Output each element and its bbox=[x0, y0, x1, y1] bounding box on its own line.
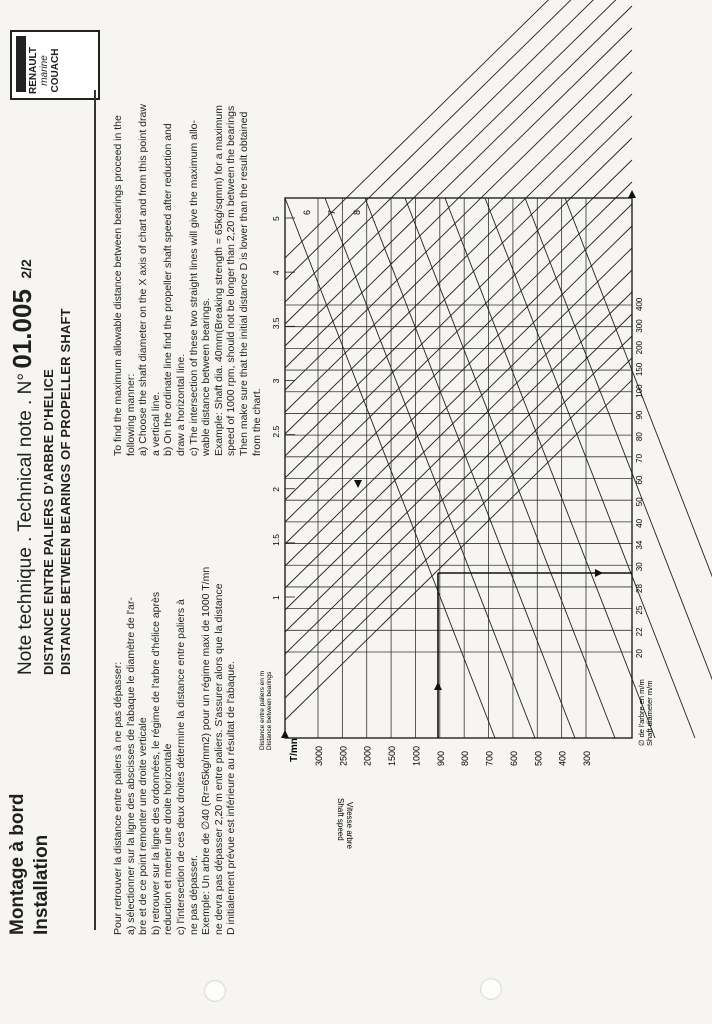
section-subtitle: Installation bbox=[31, 834, 52, 935]
chart-frame bbox=[285, 198, 632, 738]
diameter-tick-label: 20 bbox=[635, 649, 644, 658]
chart-diagonals bbox=[285, 0, 712, 738]
distance-curve bbox=[285, 380, 632, 720]
distance-curve bbox=[285, 314, 632, 654]
distance-curve bbox=[285, 0, 632, 280]
distance-tick-label: 3.5 bbox=[271, 317, 281, 330]
speed-unit-label: T/mn bbox=[289, 738, 300, 762]
distance-curve bbox=[285, 72, 632, 412]
speed-curve bbox=[525, 198, 712, 738]
distance-label-en: Distance between bearings bbox=[266, 671, 273, 750]
diameter-tick-label: 34 bbox=[635, 540, 644, 550]
distance-curve bbox=[285, 116, 632, 456]
diameter-tick-label: 22 bbox=[635, 627, 644, 637]
axis-arrow bbox=[281, 730, 289, 738]
distance-curve bbox=[285, 292, 632, 632]
diameter-tick-label: 30 bbox=[635, 562, 644, 572]
distance-tick-label: 2 bbox=[271, 486, 281, 492]
speed-tick-label: 500 bbox=[533, 750, 544, 766]
diameter-axis-label-en: Shaft diameter m/m bbox=[645, 680, 654, 746]
distance-curve bbox=[285, 160, 632, 500]
diameter-tick-label: 200 bbox=[635, 341, 644, 355]
distance-tick-label: 5 bbox=[271, 216, 281, 221]
speed-tick-label: 400 bbox=[557, 750, 568, 766]
diameter-tick-label: 80 bbox=[635, 432, 644, 442]
diameter-tick-label: 40 bbox=[635, 518, 644, 528]
page-indicator: 2/2 bbox=[18, 259, 34, 279]
distance-tick-label: 1.5 bbox=[271, 534, 281, 546]
distance-tick-label: 4 bbox=[271, 270, 281, 276]
axis-arrow bbox=[628, 190, 636, 198]
title-french: DISTANCE ENTRE PALIERS D'ARBRE D'HELICE bbox=[41, 368, 56, 675]
diameter-tick-label: 60 bbox=[635, 475, 644, 485]
speed-tick-label: 2000 bbox=[362, 745, 373, 766]
speed-tick-label: 800 bbox=[460, 750, 471, 766]
speed-curve bbox=[285, 198, 495, 738]
distance-curve bbox=[285, 0, 632, 324]
diameter-tick-label: 150 bbox=[635, 362, 644, 377]
speed-tick-label: 1500 bbox=[387, 745, 398, 766]
speed-curve bbox=[445, 198, 655, 738]
english-instructions: To find the maximum allowable distance between bearings proceed in the following manner: a) Choose the shaft diameter on the X axis of chart and from this point draw a vertical line. b) On the ordinate line find the propeller shaft speed after reduction and draw a horizontal line. c) The intersection of these two straight lines will give the maximum allo- wable distance between bearings. Example: Shaft dia. 40mm(Breaking strength = 65kg/sqmm) for a maximum speed of 1000 rpm, should not be longer than 2,20 m between the bearings Then make sure that the initial distance D is lower than the result obtained from the chart. bbox=[112, 104, 263, 456]
chart-tick-labels bbox=[271, 210, 644, 766]
title-english: DISTANCE BETWEEN BEARINGS OF PROPELLER SHAFT bbox=[58, 308, 73, 675]
diameter-tick-label: 50 bbox=[635, 497, 644, 507]
distance-curve bbox=[285, 248, 632, 588]
speed-tick-label: 2500 bbox=[338, 745, 349, 766]
speed-tick-label: 700 bbox=[484, 750, 495, 766]
example-arrow bbox=[595, 569, 603, 577]
example-arrow bbox=[354, 480, 362, 488]
distance-curve bbox=[285, 0, 632, 302]
curve-label: 8 bbox=[352, 209, 362, 215]
curve-label: 6 bbox=[302, 209, 312, 215]
speed-axis-label-fr: Vitesse arbre bbox=[345, 802, 354, 849]
speed-tick-label: 3000 bbox=[314, 745, 324, 766]
distance-tick-label: 3 bbox=[271, 378, 281, 384]
diameter-tick-label: 90 bbox=[635, 410, 644, 420]
speed-curve bbox=[485, 198, 695, 738]
diameter-tick-label: 400 bbox=[635, 297, 644, 311]
note-heading: Note technique . Technical note . N° 01.005 2/2 bbox=[7, 259, 37, 675]
diameter-tick-label: 300 bbox=[635, 319, 644, 333]
note-number: 01.005 bbox=[7, 289, 37, 369]
diameter-tick-label: 70 bbox=[635, 453, 644, 463]
section-title: Montage à bord bbox=[7, 793, 28, 935]
speed-axis-label-en: Shaft speed bbox=[336, 798, 345, 841]
distance-curve bbox=[285, 336, 632, 676]
example-arrow bbox=[434, 682, 442, 690]
speed-tick-label: 1000 bbox=[411, 745, 422, 766]
speed-curve bbox=[365, 198, 575, 738]
diameter-tick-label: 25 bbox=[635, 605, 644, 615]
diameter-tick-label: 28 bbox=[635, 584, 644, 593]
distance-curve bbox=[285, 138, 632, 478]
curve-label: 7 bbox=[327, 209, 337, 215]
distance-curve bbox=[285, 226, 632, 566]
speed-tick-label: 600 bbox=[508, 750, 519, 766]
distance-curve bbox=[285, 6, 632, 346]
distance-curve bbox=[285, 0, 632, 258]
diameter-axis-label-fr: ∅ de l'arbre en m/m bbox=[637, 679, 646, 746]
speed-curve bbox=[325, 198, 535, 738]
distance-tick-label: 1 bbox=[271, 595, 281, 600]
renault-couach-logo: RENAULT marine COUACH bbox=[10, 30, 100, 100]
distance-label-fr: Distance entre paliers en m bbox=[259, 670, 266, 750]
speed-tick-label: 300 bbox=[582, 750, 592, 766]
french-instructions: Pour retrouver la distance entre paliers à ne pas dépasser: a) sélectionner sur la ligne des abscisses de l'abaque le diamètre de l'ar- bre et de ce point remonter une droite verticale b) retrouver sur la ligne des ordonnées, le régime de l'arbre d'hélice après reduction et mener une droite horizontale c) l'intersection de ces deux droites détermine la distance entre paliers à ne pas dépasser. Exemple: Un arbre de ∅40 (Rr=65kg/mm2) pour un régime maxi de 1000 T/mn ne devra pas dépasser 2,20 m entre paliers. S'assurer alors que la distance D initialement prévue est inférieure au résultat de l'abaque. bbox=[112, 566, 238, 935]
speed-tick-label: 900 bbox=[435, 750, 446, 766]
diameter-tick-label: 100 bbox=[635, 384, 644, 398]
distance-tick-label: 2.5 bbox=[271, 425, 281, 438]
distance-curve bbox=[285, 204, 632, 544]
distance-curve bbox=[285, 270, 632, 610]
distance-curve bbox=[285, 94, 632, 434]
